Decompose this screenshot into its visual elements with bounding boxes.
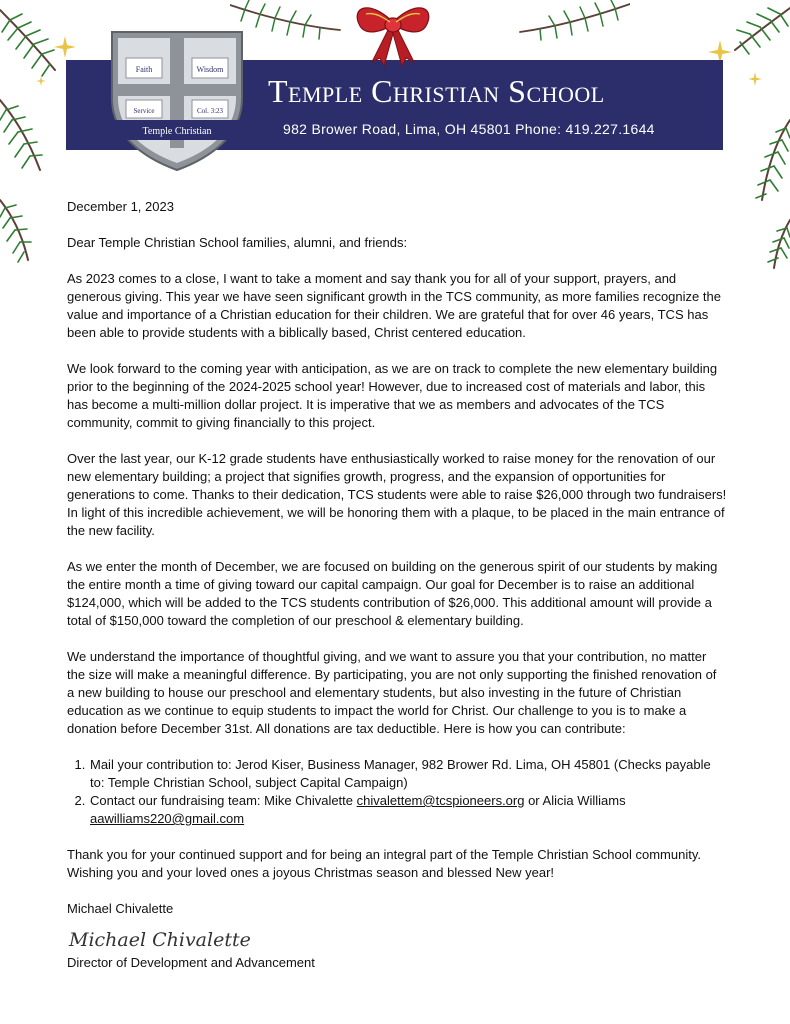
- letter-paragraph: We look forward to the coming year with anticipation, as we are on track to complete the new elementary building prior to the beginning of the 2024-2025 school year! However, due to increased cost of materials and labor, this has become a multi-million dollar project. It is imperative that we as members and advocates of the TCS community, commit to giving financially to this project.: [67, 361, 718, 430]
- letter-closing: Thank you for your continued support and for being an integral part of the Temple Christian School community. Wishing you and your loved ones a joyous Christmas season and blessed New year!: [67, 847, 701, 880]
- crest-faith: Faith: [135, 65, 153, 74]
- sparkle-star-icon: [36, 76, 46, 86]
- contact-prefix: Contact our fundraising team: Mike Chivalette: [90, 793, 357, 808]
- list-item-contact: [89, 792, 727, 828]
- crest-verse: Col. 3:23: [196, 107, 224, 115]
- letter-date: December 1, 2023: [67, 199, 174, 214]
- pine-branch-top-center: [230, 0, 630, 45]
- handwritten-signature: [67, 924, 727, 954]
- email-link-williams[interactable]: aawilliams220@gmail.com: [90, 811, 245, 826]
- school-crest-logo: [104, 28, 250, 174]
- letter-paragraph: Over the last year, our K-12 grade students have enthusiastically worked to raise money for the renovation of our new elementary building; a project that signifies growth, progress, and the expansion of opportunities for generations to come. Thanks to their dedication, TCS students were able to raise $26,000 through two fundraisers! In light of this incredible achievement, we will be honoring them with a plaque, to be placed in the main entrance of the new facility.: [67, 451, 727, 538]
- letter-body: [67, 198, 727, 990]
- contact-middle: or Alicia Williams: [524, 793, 626, 808]
- crest-wisdom: Wisdom: [196, 65, 224, 74]
- crest-ribbon-text: Temple Christian: [142, 126, 212, 137]
- signer-title: Director of Development and Advancement: [67, 955, 315, 970]
- letter-salutation: Dear Temple Christian School families, alumni, and friends:: [67, 235, 408, 250]
- letter-paragraph: As 2023 comes to a close, I want to take a moment and say thank you for all of your support, prayers, and generous giving. This year we have seen significant growth in the TCS community, as more families recognize the value and importance of a Christian education for their children. We are grateful that for over 46 years, TCS has been able to provide students with a biblically based, Christ centered education.: [67, 271, 721, 340]
- crest-service: Service: [133, 107, 155, 115]
- sparkle-star-icon: [748, 72, 762, 86]
- signer-name: Michael Chivalette: [67, 901, 174, 916]
- school-address: 982 Brower Road, Lima, OH 45801 Phone: 419.227.1644: [283, 121, 655, 137]
- sparkle-star-icon: [54, 36, 76, 58]
- letter-paragraph: We understand the importance of thoughtful giving, and we want to assure you that your contribution, no matter the size will make a meaningful difference. By participating, you are not only supporting the finished renovation of a new building to house our preschool and elementary students, but also investing in the future of Christian education as we continue to equip students to impact the world for Christ. Our challenge to you is to make a donation before December 31st. All donations are tax deductible. Here is how you can contribute:: [67, 649, 717, 736]
- letter-paragraph: As we enter the month of December, we are focused on building on the generous spirit of our students by making the entire month a time of giving toward our capital campaign. Our goal for December is to raise an additional $124,000, which will be added to the TCS students contribution of $26,000. This additional amount will provide a total of $150,000 toward the completion of our preschool & elementary building.: [67, 559, 718, 628]
- contribution-list: [67, 756, 727, 828]
- email-link-chivalette[interactable]: chivalettem@tcspioneers.org: [356, 793, 525, 808]
- school-name: Temple Christian School: [268, 73, 605, 109]
- list-item-mail: 1. Mail your contribution to: Jerod Kiser, Business Manager, 982 Brower Rd. Lima, OH 45801 (Checks payable to: Temple Christian School, subject Capital Campaign): [89, 756, 727, 792]
- signature-text: Michael Chivalette: [69, 929, 251, 951]
